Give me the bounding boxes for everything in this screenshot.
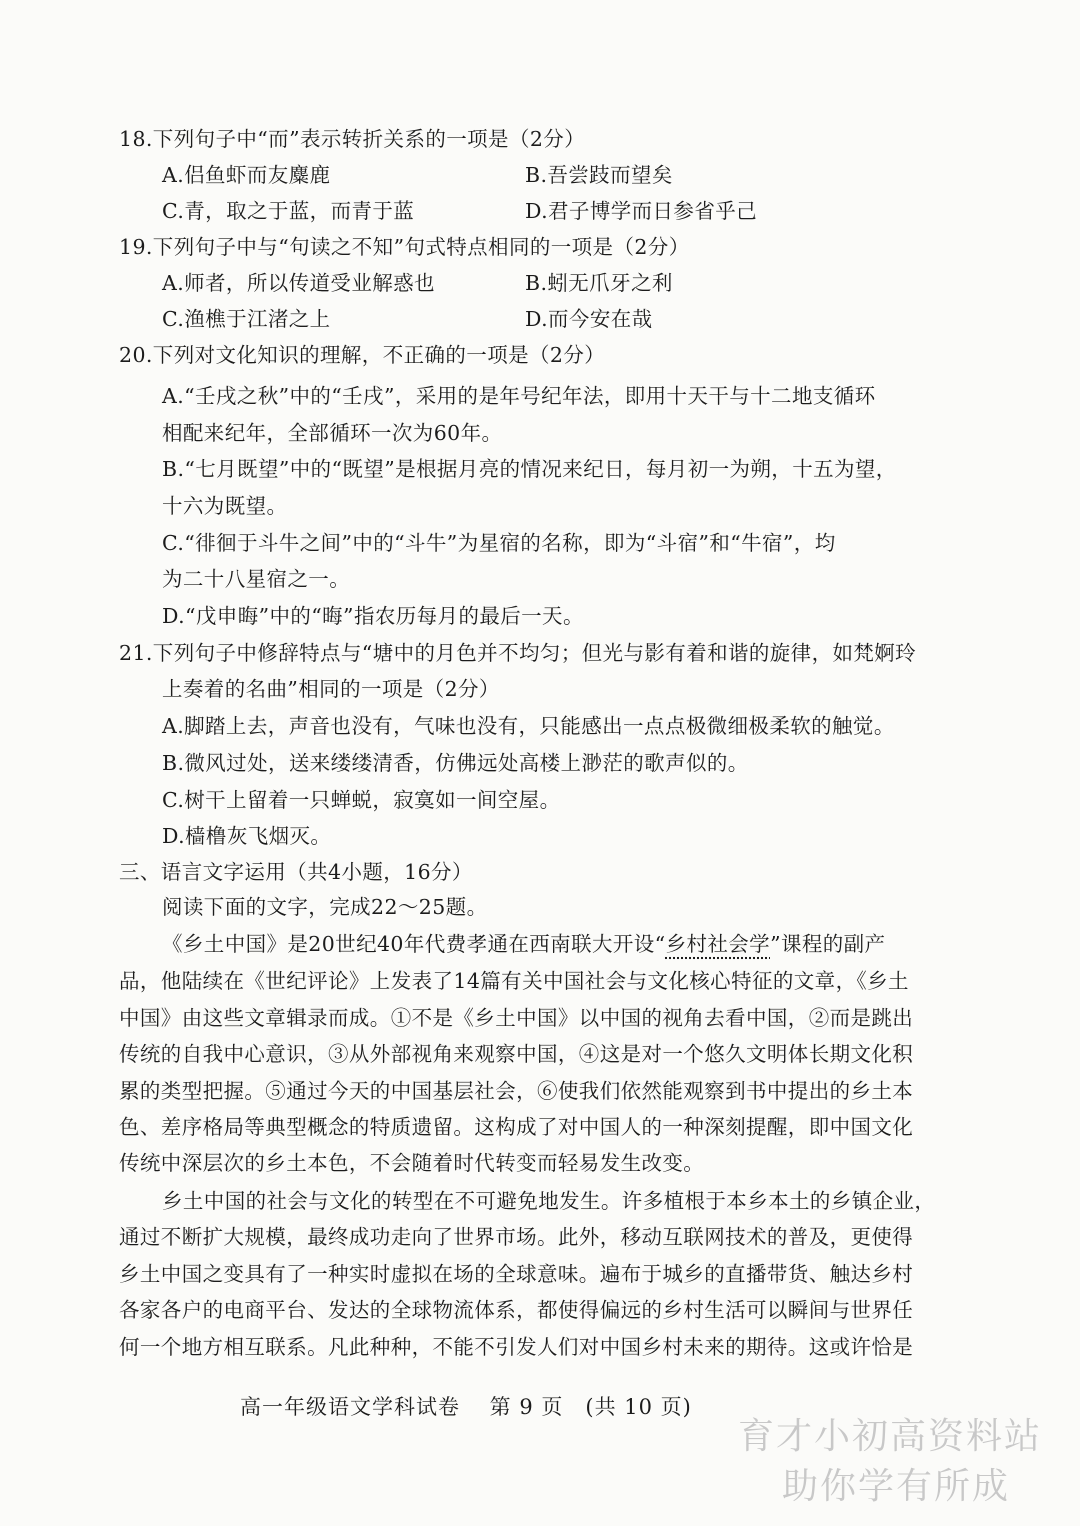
question-19-stem: 19.下列句子中与“句读之不知”句式特点相同的一项是（2分） xyxy=(119,235,690,259)
passage-line: 乡土中国之变具有了一种实时虚拟在场的全球意味。遍布于城乡的直播带货、触达乡村 xyxy=(119,1262,914,1286)
question-18-stem: 18.下列句子中“而”表示转折关系的一项是（2分） xyxy=(119,127,586,151)
passage-line: 《乡土中国》是20世纪40年代费孝通在西南联大开设“乡村社会学”课程的副产 xyxy=(162,932,886,956)
question-20-option-c-line2: 为二十八星宿之一。 xyxy=(162,567,351,591)
question-18-option-d: D.君子博学而日参省乎己 xyxy=(525,199,758,223)
page-footer: 高一年级语文学科试卷 第 9 页 (共 10 页) xyxy=(240,1395,692,1419)
question-19-option-b: B.蚓无爪牙之利 xyxy=(525,271,673,295)
question-18-option-a: A.侣鱼虾而友麋鹿 xyxy=(162,163,331,187)
question-18-option-c: C.青，取之于蓝，而青于蓝 xyxy=(162,199,415,223)
question-19-option-a: A.师者，所以传道受业解惑也 xyxy=(162,271,435,295)
passage-line: 何一个地方相互联系。凡此种种，不能不引发人们对中国乡村未来的期待。这或许恰是 xyxy=(119,1335,914,1359)
passage-line: 品，他陆续在《世纪评论》上发表了14篇有关中国社会与文化核心特征的文章，《乡土 xyxy=(119,969,909,993)
question-20-option-a-line2: 相配来纪年，全部循环一次为60年。 xyxy=(162,421,503,445)
passage-line: 传统中深层次的乡土本色，不会随着时代转变而轻易发生改变。 xyxy=(119,1151,705,1175)
question-21-stem-line1: 21.下列句子中修辞特点与“塘中的月色并不均匀；但光与影有着和谐的旋律，如梵婀玲 xyxy=(119,641,917,665)
question-21-option-b: B.微风过处，送来缕缕清香，仿佛远处高楼上渺茫的歌声似的。 xyxy=(162,751,749,775)
question-20-stem: 20.下列对文化知识的理解，不正确的一项是（2分） xyxy=(119,343,606,367)
question-19-option-c: C.渔樵于江渚之上 xyxy=(162,307,331,331)
passage-line: 累的类型把握。⑤通过今天的中国基层社会，⑥使我们依然能观察到书中提出的乡土本 xyxy=(119,1079,914,1103)
question-20-option-c-line1: C.“徘徊于斗牛之间”中的“斗牛”为星宿的名称，即为“斗宿”和“牛宿”，均 xyxy=(162,531,836,555)
passage-line: 中国》由这些文章辑录而成。①不是《乡土中国》以中国的视角去看中国，②而是跳出 xyxy=(119,1006,914,1030)
question-19-option-d: D.而今安在哉 xyxy=(525,307,653,331)
question-20-option-b-line2: 十六为既望。 xyxy=(162,494,288,518)
passage-line: 通过不断扩大规模，最终成功走向了世界市场。此外，移动互联网技术的普及，更使得 xyxy=(119,1225,914,1249)
question-20-option-a-line1: A.“壬戌之秋”中的“壬戌”，采用的是年号纪年法，即用十天干与十二地支循环 xyxy=(162,384,876,408)
question-18-option-b: B.吾尝跂而望矣 xyxy=(525,163,673,187)
section-3-title: 三、语言文字运用（共4小题，16分） xyxy=(119,860,473,884)
question-21-option-a: A.脚踏上去，声音也没有，气味也没有，只能感出一点点极微细极柔软的触觉。 xyxy=(162,714,895,738)
question-20-option-d: D.“戊申晦”中的“晦”指农历每月的最后一天。 xyxy=(162,604,584,628)
watermark-line2: 助你学有所成 xyxy=(782,1466,1011,1507)
question-20-option-b-line1: B.“七月既望”中的“既望”是根据月亮的情况来纪日，每月初一为朔，十五为望， xyxy=(162,457,897,481)
question-21-option-c: C.树干上留着一只蝉蜕，寂寞如一间空屋。 xyxy=(162,788,561,812)
question-21-stem-line2: 上奏着的名曲”相同的一项是（2分） xyxy=(162,677,500,701)
dotted-emphasis: 乡村社会学 xyxy=(665,932,771,956)
question-21-option-d: D.樯橹灰飞烟灭。 xyxy=(162,824,332,848)
passage-line: 各家各户的电商平台、发达的全球物流体系，都使得偏远的乡村生活可以瞬间与世界任 xyxy=(119,1298,914,1322)
passage-line: 乡土中国的社会与文化的转型在不可避免地发生。许多植根于本乡本土的乡镇企业， xyxy=(162,1189,936,1213)
passage-line: 色、差序格局等典型概念的特质遗留。这构成了对中国人的一种深刻提醒，即中国文化 xyxy=(119,1115,914,1139)
passage-line: 传统的自我中心意识，③从外部视角来观察中国，④这是对一个悠久文明体长期文化积 xyxy=(119,1042,914,1066)
watermark-line1: 育才小初高资料站 xyxy=(738,1416,1043,1457)
section-3-instruction: 阅读下面的文字，完成22～25题。 xyxy=(162,895,488,919)
